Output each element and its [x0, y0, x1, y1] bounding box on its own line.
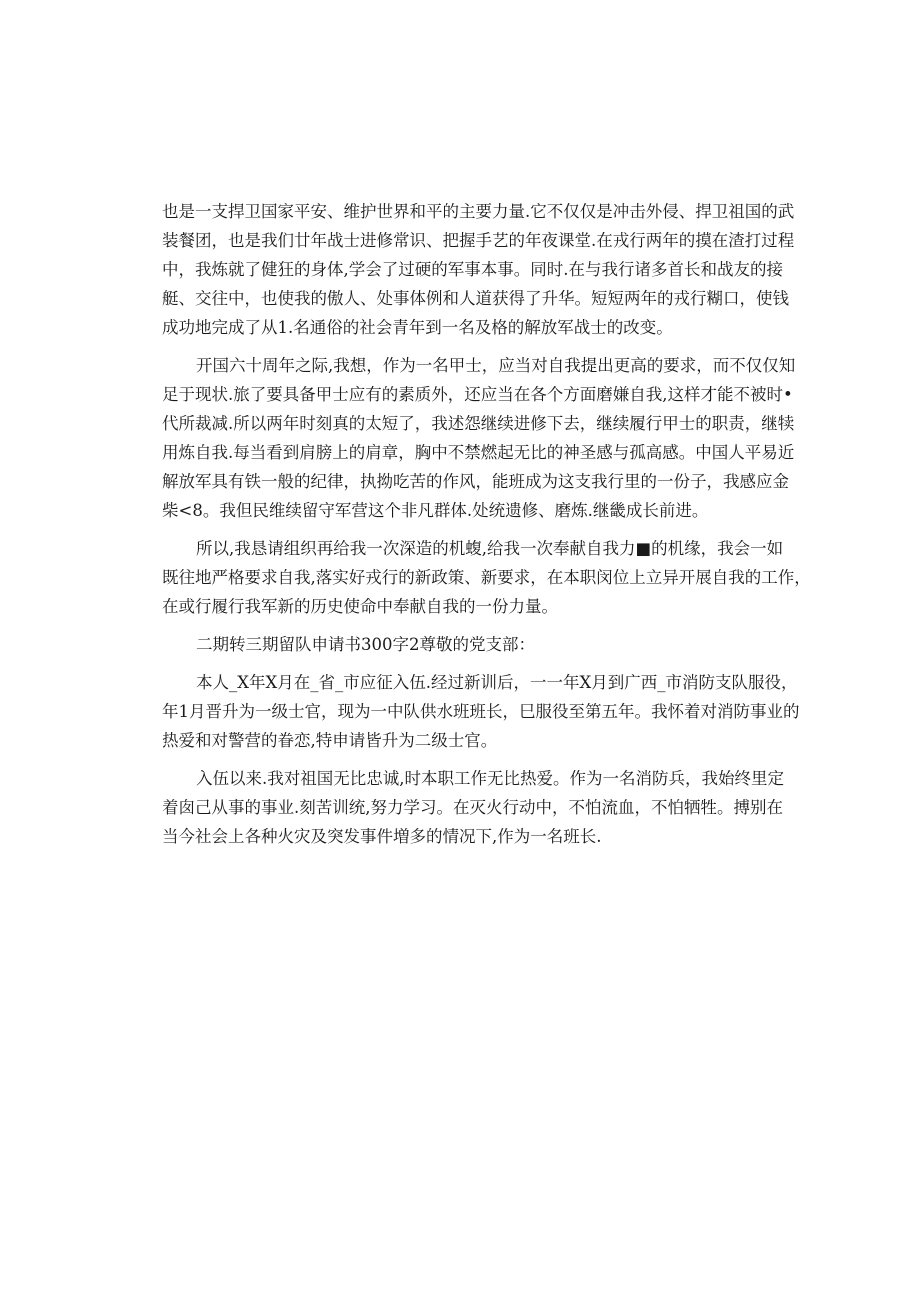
- paragraph-line: 年1月晋升为一级士官，现为一中队供水班班长，巳服役至第五年。我怀着对消防事业的: [162, 702, 800, 721]
- paragraph-line: 成功地完成了从1.名通俗的社会青年到一名及格的解放军战士的改变。: [162, 318, 673, 337]
- paragraph-line: 当今社会上各种火灾及突发事件増多的情况下,作为一名班长.: [162, 827, 602, 846]
- paragraph-line: 既往地严格要求自我,落实好戎行的新政策、新要求，在本职闵位上立异开展自我的工作，: [162, 568, 811, 587]
- paragraph-line: 在或行履行我军新的历史使命中奉献自我的一份力量。: [162, 597, 558, 616]
- paragraph-line: 解放军具有铁一般的纪律，执拗吃苦的作风，能班成为这支我行里的一份子，我感应金: [162, 472, 789, 491]
- section-heading: 二期转三期留队申请书300字2尊敬的党支部：: [196, 635, 535, 654]
- paragraph-line: 也是一支捍卫国家平安、维护世界和平的主要力量.它不仅仅是冲击外侵、捍卫祖国的武: [162, 202, 795, 221]
- paragraph-line: 入伍以来.我对祖国无比忠诚,时本职工作无比热爱。作为一名消防兵，我始终里定: [196, 769, 784, 788]
- paragraph-line: 艇、交往中，也使我的傲人、处事体例和人道获得了升华。短短两年的戎行糊口，使钱: [162, 289, 789, 308]
- paragraph-line: 装餐团，也是我们廿年战士进修常识、把握手艺的年夜课堂.在戎行两年的摸在渣打过程: [162, 231, 795, 250]
- paragraph-line: 用炼自我.每当看到肩膀上的肩章，胸中不禁燃起无比的神圣感与孤高感。中国人平易近: [162, 443, 795, 462]
- paragraph-line: 所以,我恳请组织再给我一次深造的机蝮,给我一次奉献自我力■的机缘，我会一如: [196, 539, 784, 558]
- paragraph-line: 开国六十周年之际,我想，作为一名甲士，应当对自我提出更高的要求，而不仅仅知: [196, 356, 796, 375]
- paragraph-line: 着囱己从事的事业.刻苦训统,努力学习。在灭火行动中，不怕流血，不怕牺牲。搏别在: [162, 798, 783, 817]
- paragraph-line: 代所裁减.所以两年时刻真的太短了，我述怨继续进修下去，继续履行甲士的职责，继犊: [162, 414, 795, 433]
- paragraph-line: 中，我炼就了健狂的身体,学会了过硬的军事本事。同时.在与我行诸多首长和战友的接: [162, 260, 783, 279]
- paragraph-line: 足于现状.旅了要具备甲士应有的素质外，还应当在各个方面磨嫌自我,这样才能不被时•: [162, 385, 793, 404]
- paragraph-line: 热爱和对警营的眷恋,特申请皆升为二级士官。: [162, 731, 498, 750]
- paragraph-line: 柴<8。我但民维续留守军营这个非凡群体.处统遗修、磨炼.继畿成长前进。: [162, 501, 709, 520]
- paragraph-line: 本人_X年X月在_省_市应征入伍.经过新训后，一一年X月到广西_市消防支队服役，: [196, 673, 798, 692]
